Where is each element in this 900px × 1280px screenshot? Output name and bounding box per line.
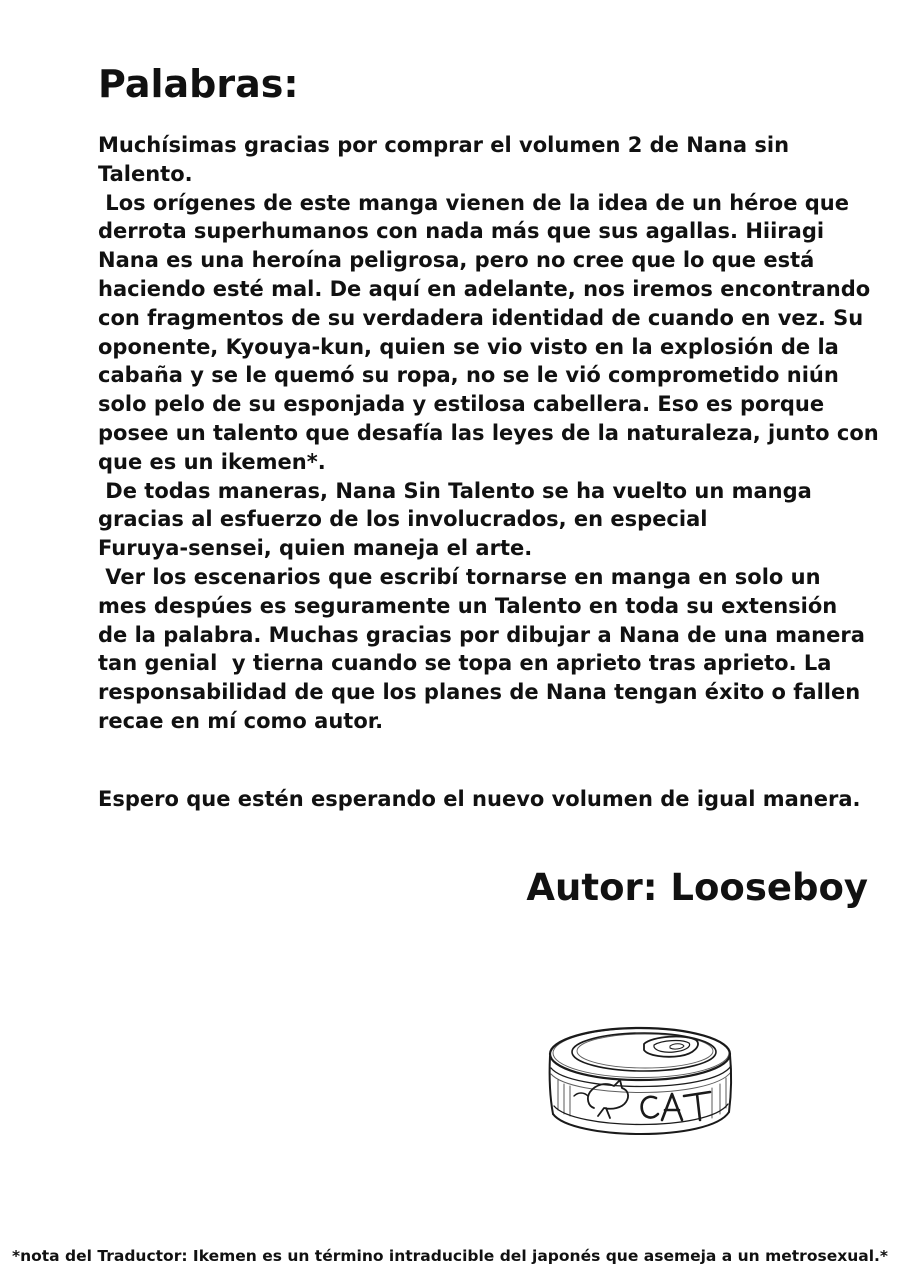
body-line: de la palabra. Muchas gracias por dibujar a Nana de una manera xyxy=(98,622,865,647)
body-line: derrota superhumanos con nada más que sus agallas. Hiiragi xyxy=(98,219,825,244)
body-line: cabaña y se le quemó su ropa, no se le vió comprometido niún xyxy=(98,363,839,388)
body-line: responsabilidad de que los planes de Nana tengan éxito o fallen xyxy=(98,680,861,705)
body-line: haciendo esté mal. De aquí en adelante, nos iremos encontrando xyxy=(98,276,871,301)
body-line: Nana es una heroína peligrosa, pero no cree que lo que está xyxy=(98,248,815,273)
body-line: De todas maneras, Nana Sin Talento se ha vuelto un manga xyxy=(98,478,812,503)
body-line: recae en mí como autor. xyxy=(98,708,384,733)
closing-line: Espero que estén esperando el nuevo volumen de igual manera. xyxy=(98,787,861,811)
body-line: que es un ikemen*. xyxy=(98,449,326,474)
body-line: solo pelo de su esponjada y estilosa cabellera. Eso es porque xyxy=(98,392,825,417)
body-line: Talento. xyxy=(98,161,193,186)
body-line: mes despúes es seguramente un Talento en toda su extensión xyxy=(98,593,838,618)
body-line: Ver los escenarios que escribí tornarse en manga en solo un xyxy=(98,564,821,589)
body-line: gracias al esfuerzo de los involucrados, en especial xyxy=(98,507,708,532)
body-line: Muchísimas gracias por comprar el volumen 2 de Nana sin xyxy=(98,133,790,157)
body-line: oponente, Kyouya-kun, quien se vio visto en la explosión de la xyxy=(98,334,839,359)
body-line: Furuya-sensei, quien maneja el arte. xyxy=(98,536,533,561)
body-line: con fragmentos de su verdadera identidad de cuando en vez. Su xyxy=(98,305,864,330)
translator-footnote: *nota del Traductor: Ikemen es un término intraducible del japonés que asemeja a un metrosexual.* xyxy=(11,1247,889,1265)
page-title: Palabras: xyxy=(98,62,299,106)
cat-food-can-sketch-icon xyxy=(544,1018,734,1143)
author-signature: Autor: Looseboy xyxy=(526,866,868,909)
can-label: CAT xyxy=(638,1138,640,1139)
afterword-body xyxy=(98,131,888,736)
body-line: Los orígenes de este manga vienen de la idea de un héroe que xyxy=(98,190,849,215)
body-line: tan genial y tierna cuando se topa en aprieto tras aprieto. La xyxy=(98,651,832,676)
body-line: posee un talento que desafía las leyes de la naturaleza, junto con xyxy=(98,420,879,445)
